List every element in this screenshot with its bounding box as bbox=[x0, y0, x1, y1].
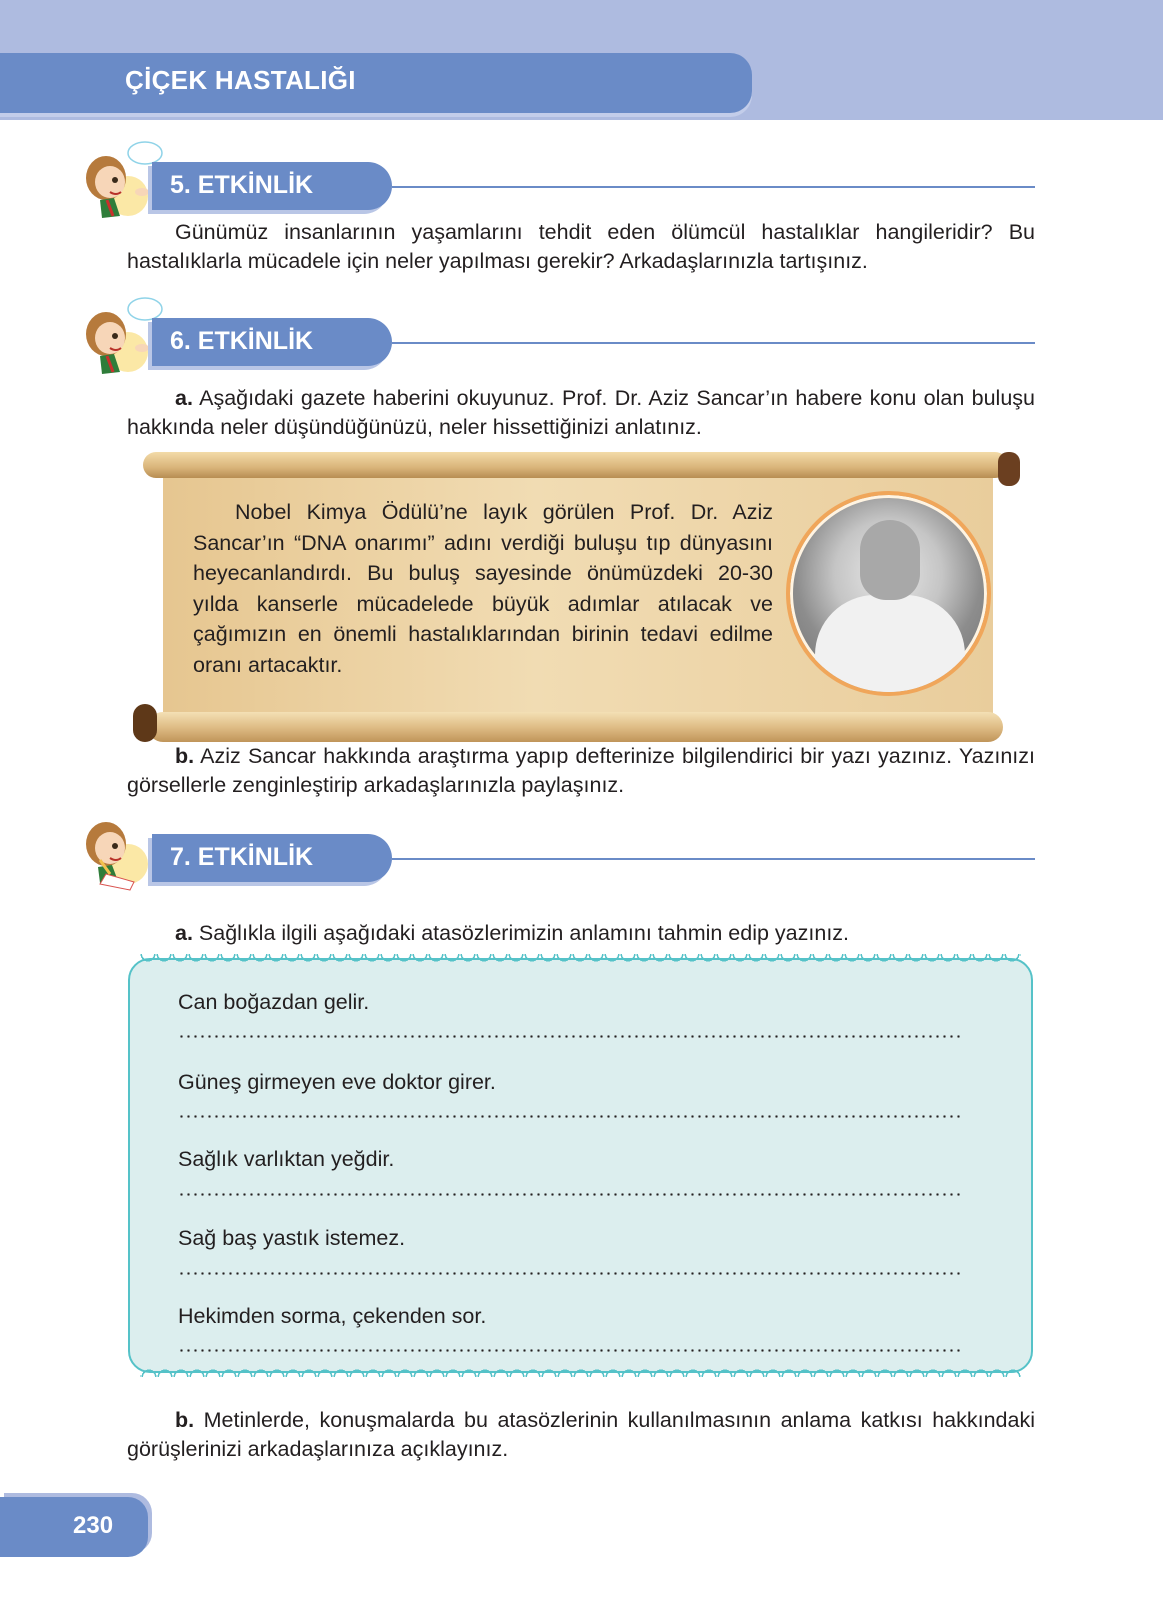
activity-7-part-b: b. Metinlerde, konuşmalarda bu atasözlerinin kullanılmasının anlama katkısı hakkındaki görüşlerinizi arkadaşlarınıza açıklayınız. bbox=[127, 1408, 1035, 1461]
answer-line[interactable] bbox=[178, 1193, 960, 1196]
answer-line[interactable] bbox=[178, 1035, 960, 1038]
answer-line[interactable] bbox=[178, 1349, 960, 1352]
page-number: 230 bbox=[73, 1512, 114, 1539]
part-label: a. bbox=[175, 921, 193, 945]
divider-line bbox=[392, 858, 1035, 860]
activity-6-title: 6. ETKİNLİK bbox=[170, 327, 314, 355]
scroll-bottom-cap bbox=[133, 704, 157, 742]
aziz-sancar-photo bbox=[786, 491, 991, 696]
proverbs-box bbox=[128, 958, 1033, 1373]
answer-line[interactable] bbox=[178, 1115, 960, 1118]
scroll-top-cap bbox=[998, 452, 1020, 486]
activity-5-header bbox=[70, 140, 1035, 210]
part-label: b. bbox=[175, 744, 195, 768]
proverb-item: Can boğazdan gelir. bbox=[178, 990, 370, 1014]
scroll-top-roll bbox=[143, 452, 1008, 478]
activity-6-header bbox=[70, 296, 1035, 366]
photo-coat bbox=[815, 595, 965, 696]
news-scroll bbox=[138, 452, 1018, 742]
proverb-item: Sağ baş yastık istemez. bbox=[178, 1226, 406, 1250]
answer-line[interactable] bbox=[178, 1272, 960, 1275]
activity-6-part-b: b. Aziz Sancar hakkında araştırma yapıp defterinize bilgilendirici bir yazı yazınız. Yazınızı görsellerle zenginleştirip arkadaşlarınızla paylaşınız. bbox=[127, 744, 1035, 797]
divider-line bbox=[392, 342, 1035, 344]
activity-6-part-a: a. Aşağıdaki gazete haberini okuyunuz. Prof. Dr. Aziz Sancar’ın habere konu olan buluşu hakkında neler düşündüğünüzü, neler hissettiğinizi anlatınız. bbox=[127, 386, 1035, 439]
proverb-item: Sağlık varlıktan yeğdir. bbox=[178, 1147, 395, 1171]
activity-7-part-a: a. Sağlıkla ilgili aşağıdaki atasözlerimizin anlamını tahmin edip yazınız. bbox=[175, 921, 850, 945]
proverb-item: Hekimden sorma, çekenden sor. bbox=[178, 1304, 487, 1328]
part-label: b. bbox=[175, 1408, 195, 1432]
chapter-title: ÇİÇEK HASTALIĞI bbox=[125, 65, 356, 95]
activity-7-header bbox=[70, 812, 1035, 882]
proverb-item: Güneş girmeyen eve doktor girer. bbox=[178, 1070, 496, 1094]
activity-5-text: Günümüz insanlarının yaşamlarını tehdit eden ölümcül hastalıklar hangileridir? Bu hastalıklarla mücadele için neler yapılması gerekir? Arkadaşlarınızla tartışınız. bbox=[127, 220, 1035, 273]
part-label: a. bbox=[175, 386, 193, 410]
chapter-title-bar bbox=[0, 53, 752, 113]
photo-head bbox=[860, 520, 920, 600]
activity-5-title: 5. ETKİNLİK bbox=[170, 171, 314, 199]
divider-line bbox=[392, 186, 1035, 188]
scroll-bottom-roll bbox=[148, 712, 1003, 742]
activity-7-title: 7. ETKİNLİK bbox=[170, 843, 314, 871]
news-text: Nobel Kimya Ödülü’ne layık görülen Prof. Dr. Aziz Sancar’ın “DNA onarımı” adını verdiği buluşu tıp dünyasını heyecanlandırdı. Bu buluş sayesinde önümüzdeki 20-30 yılda kanserle mücadelede büyük adımlar atılacak ve çağımızın en önemli hastalıklarından birinin tedavi edilme oranı artacaktır. bbox=[193, 500, 773, 677]
